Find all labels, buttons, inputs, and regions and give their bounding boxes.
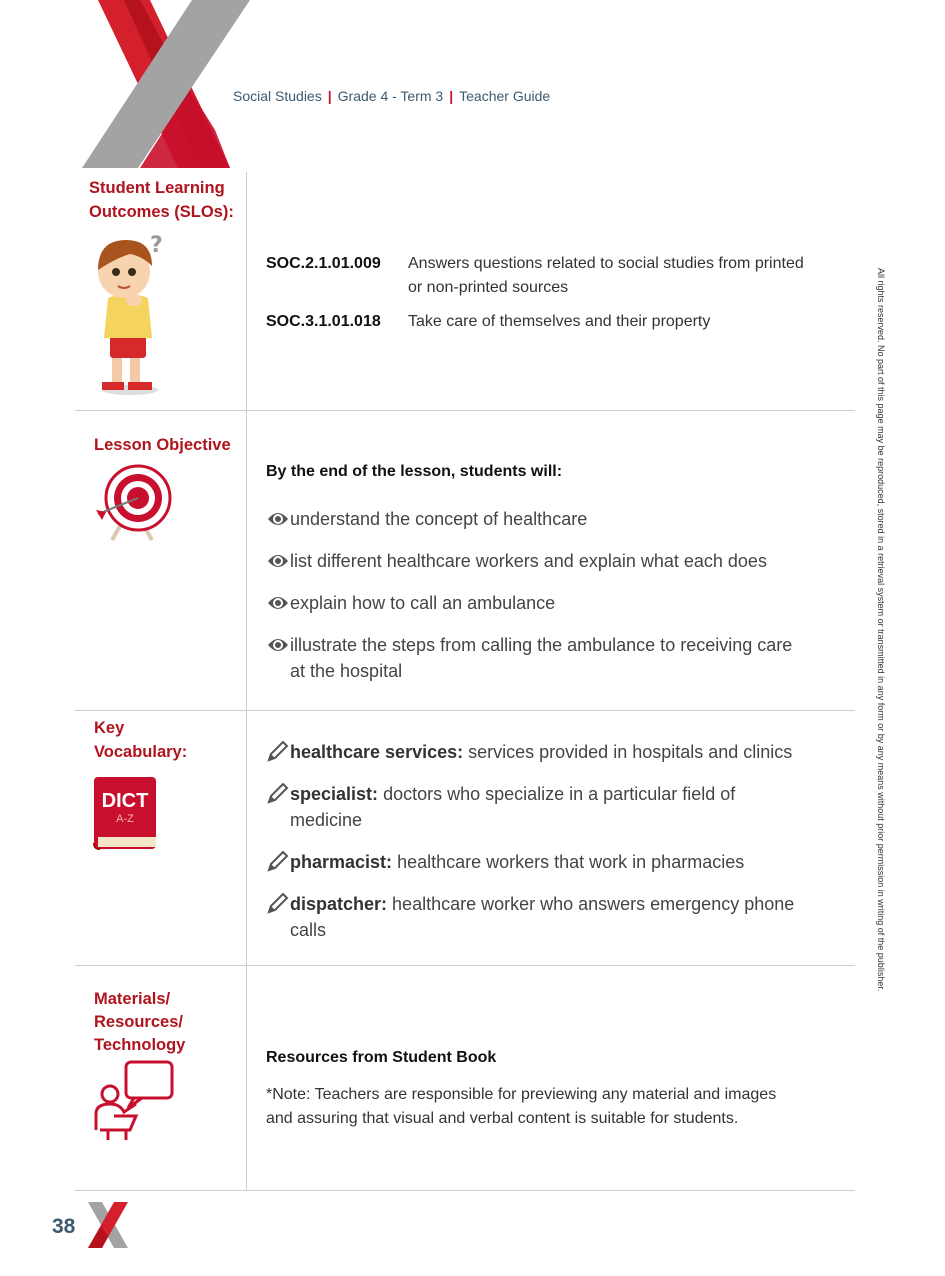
pencil-icon — [266, 741, 290, 763]
slo-title: Student Learning Outcomes (SLOs): — [89, 179, 234, 221]
dictionary-sublabel: A-Z — [116, 813, 134, 825]
eye-icon — [266, 550, 290, 572]
pencil-icon — [266, 851, 290, 873]
row-divider — [75, 410, 855, 411]
column-divider — [246, 172, 247, 1190]
eye-icon — [266, 634, 290, 656]
pencil-icon — [266, 783, 290, 805]
vocabulary-item: dispatcher: healthcare worker who answers emergency phone calls — [266, 891, 846, 943]
vocabulary-item: pharmacist: healthcare workers that work in pharmacies — [266, 849, 846, 875]
objective-item: understand the concept of healthcare — [266, 506, 846, 532]
pencil-icon — [266, 893, 290, 915]
objective-item: list different healthcare workers and explain what each does — [266, 548, 846, 574]
dictionary-icon — [92, 773, 160, 853]
dictionary-label: DICT — [101, 790, 149, 812]
slo-code: SOC.2.1.01.009 — [266, 255, 381, 272]
page-number: 38 — [52, 1215, 76, 1238]
row-divider — [75, 965, 855, 966]
eye-icon — [266, 592, 290, 614]
row-divider — [75, 1190, 855, 1191]
target-icon — [92, 464, 172, 542]
objective-lead: By the end of the lesson, students will: — [266, 463, 563, 480]
brand-logo — [80, 0, 250, 168]
header-guide: Teacher Guide — [459, 88, 551, 104]
svg-text:?: ? — [150, 233, 163, 258]
materials-title: Materials/ Resources/ Technology — [94, 990, 186, 1054]
objective-item: illustrate the steps from calling the ambulance to receiving care at the hospital — [266, 632, 846, 684]
vocabulary-title: Key Vocabulary: — [94, 719, 188, 761]
presenter-speech-icon — [92, 1060, 176, 1144]
slo-code: SOC.3.1.01.018 — [266, 313, 381, 330]
materials-note: *Note: Teachers are responsible for previewing any material and images and assuring that visual and verbal content is suitable for students. — [266, 1086, 777, 1127]
copyright-side-note: All rights reserved. No part of this page may be reproduced, stored in a retrieval system or transmitted in any form or by any means without prior permission in writing of the publisher. — [876, 268, 886, 992]
thinking-child-illustration — [88, 230, 168, 398]
objective-title: Lesson Objective — [94, 436, 231, 454]
slo-description: Take care of themselves and their property — [408, 313, 711, 330]
vocabulary-item: specialist: doctors who specialize in a particular field of medicine — [266, 781, 846, 833]
materials-lead: Resources from Student Book — [266, 1049, 497, 1066]
objective-item: explain how to call an ambulance — [266, 590, 846, 616]
header-breadcrumb: Social Studies | Grade 4 - Term 3 | Teacher Guide — [233, 88, 551, 104]
slo-description: Answers questions related to social studies from printed or non-printed sources — [408, 255, 804, 296]
header-grade: Grade 4 - Term 3 — [337, 88, 444, 104]
footer-brand-logo — [86, 1202, 130, 1248]
header-subject: Social Studies — [233, 88, 322, 104]
row-divider — [75, 710, 855, 711]
vocabulary-item: healthcare services: services provided in hospitals and clinics — [266, 739, 846, 765]
eye-icon — [266, 508, 290, 530]
